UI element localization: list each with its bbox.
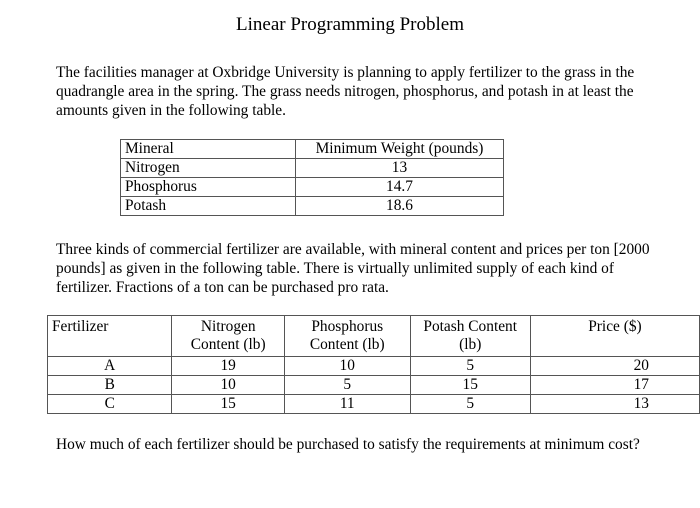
- table-header-row: [121, 140, 504, 159]
- price-value: 13: [530, 395, 699, 414]
- mineral-weight: 13: [296, 159, 504, 178]
- table-row: [48, 376, 700, 395]
- table-row: [48, 357, 700, 376]
- phosphorus-value: 10: [284, 357, 410, 376]
- nitrogen-value: 15: [172, 395, 285, 414]
- fertilizer-name: B: [48, 376, 172, 395]
- table-row: [48, 395, 700, 414]
- fertilizer-name: A: [48, 357, 172, 376]
- price-value: 20: [530, 357, 699, 376]
- mineral-name: Potash: [121, 197, 296, 216]
- price-value: 17: [530, 376, 699, 395]
- question-paragraph: How much of each fertilizer should be purchased to satisfy the requirements at minimum cost?: [56, 436, 640, 453]
- header-nitrogen-content: Nitrogen Content (lb): [172, 316, 285, 357]
- phosphorus-value: 5: [284, 376, 410, 395]
- header-price: Price ($): [530, 316, 699, 357]
- phosphorus-value: 11: [284, 395, 410, 414]
- mineral-weight: 18.6: [296, 197, 504, 216]
- intro-paragraph: The facilities manager at Oxbridge University is planning to apply fertilizer to the grass in the quadrangle area in the spring. The grass needs nitrogen, phosphorus, and potash in at least the amounts given in the following table.: [56, 64, 635, 119]
- potash-value: 15: [410, 376, 530, 395]
- page-title: Linear Programming Problem: [236, 14, 464, 35]
- table-row: [121, 178, 504, 197]
- mineral-weight: 14.7: [296, 178, 504, 197]
- header-mineral: Mineral: [121, 140, 296, 159]
- fertilizer-paragraph: Three kinds of commercial fertilizer are available, with mineral content and prices per ton [2000 pounds] as given in the following table. There is virtually unlimited supply of each kind of fertilizer. Fractions of a ton can be purchased pro rata.: [56, 241, 650, 296]
- header-minimum-weight: Minimum Weight (pounds): [296, 140, 504, 159]
- table-header-row: [48, 316, 700, 357]
- nitrogen-value: 10: [172, 376, 285, 395]
- table-row: [121, 197, 504, 216]
- header-phosphorus-content: Phosphorus Content (lb): [284, 316, 410, 357]
- mineral-name: Phosphorus: [121, 178, 296, 197]
- fertilizer-table: [47, 315, 700, 414]
- nitrogen-value: 19: [172, 357, 285, 376]
- mineral-name: Nitrogen: [121, 159, 296, 178]
- header-fertilizer: Fertilizer: [48, 316, 172, 357]
- potash-value: 5: [410, 357, 530, 376]
- header-potash-content: Potash Content (lb): [410, 316, 530, 357]
- table-row: [121, 159, 504, 178]
- mineral-requirements-table: [120, 139, 504, 216]
- fertilizer-name: C: [48, 395, 172, 414]
- potash-value: 5: [410, 395, 530, 414]
